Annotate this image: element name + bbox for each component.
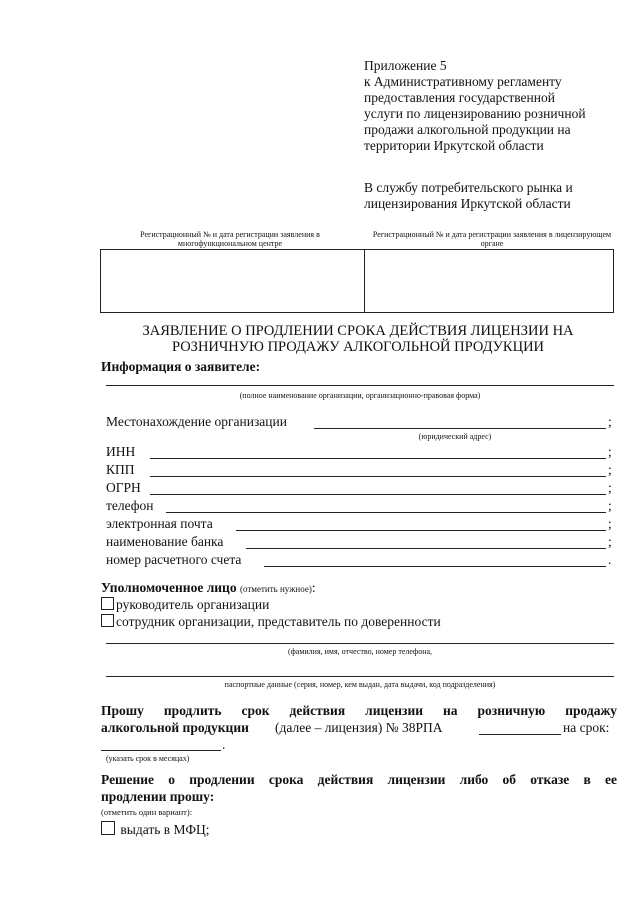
term-end: . xyxy=(222,737,226,752)
email-label: электронная почта xyxy=(106,516,213,531)
email-end: ; xyxy=(608,516,612,531)
kpp-end: ; xyxy=(608,462,612,477)
inn-label: ИНН xyxy=(106,444,136,459)
bank-field[interactable] xyxy=(246,548,606,549)
appendix-line: к Административному регламенту xyxy=(364,74,562,89)
decision-line1: Решение о продлении срока действия лицензии либо об отказе в ее xyxy=(101,772,617,787)
title-line: ЗАЯВЛЕНИЕ О ПРОДЛЕНИИ СРОКА ДЕЙСТВИЯ ЛИЦЕНЗИИ НА xyxy=(142,323,574,339)
appendix-line: услуги по лицензированию розничной xyxy=(364,106,586,121)
checkbox-director[interactable] xyxy=(101,597,114,610)
addressee-block xyxy=(364,180,624,212)
request-text2: (далее – лицензия) № 38РПА xyxy=(275,720,443,735)
account-field[interactable] xyxy=(264,566,606,567)
location-field[interactable] xyxy=(314,428,606,429)
kpp-label: КПП xyxy=(106,462,135,477)
inn-field[interactable] xyxy=(150,458,606,459)
registration-table xyxy=(100,249,614,313)
passport-hint: паспортные данные (серия, номер, кем выдан, дата выдачи, код подразделения) xyxy=(224,680,496,689)
email-field[interactable] xyxy=(236,530,606,531)
option-director-label: руководитель организации xyxy=(116,597,270,612)
location-end: ; xyxy=(608,414,612,429)
option-director[interactable] xyxy=(101,597,269,613)
phone-field[interactable] xyxy=(166,512,606,513)
ogrn-end: ; xyxy=(608,480,612,495)
org-name-hint: (полное наименование организации, организационно-правовая форма) xyxy=(239,391,481,400)
term-hint: (указать срок в месяцах) xyxy=(106,754,190,763)
addressee-line: В службу потребительского рынка и xyxy=(364,180,573,195)
registration-caption-mfc: Регистрационный № и дата регистрации заявления в многофункциональном центре xyxy=(140,230,320,248)
checkbox-employee[interactable] xyxy=(101,614,114,627)
license-number-field[interactable] xyxy=(479,734,561,735)
request-text2-end: на срок: xyxy=(563,720,610,735)
org-name-field[interactable] xyxy=(106,385,614,386)
appendix-block xyxy=(364,58,624,154)
bank-end: ; xyxy=(608,534,612,549)
appendix-line: предоставления государственной xyxy=(364,90,555,105)
representative-name-hint: (фамилия, имя, отчество, номер телефона, xyxy=(287,647,433,656)
option-mfc-label: выдать в МФЦ; xyxy=(120,822,210,837)
authorized-heading xyxy=(101,580,316,597)
appendix-title: Приложение 5 xyxy=(364,58,447,73)
passport-field[interactable] xyxy=(106,676,614,677)
option-mfc[interactable] xyxy=(101,821,210,838)
appendix-line: территории Иркутской области xyxy=(364,138,544,153)
addressee-line: лицензирования Иркутской области xyxy=(364,196,571,211)
request-line1: Прошу продлить срок действия лицензии на розничную продажу xyxy=(101,703,617,718)
location-label: Местонахождение организации xyxy=(106,414,287,429)
phone-end: ; xyxy=(608,498,612,513)
option-employee-label: сотрудник организации, представитель по доверенности xyxy=(116,614,441,629)
document-title xyxy=(100,323,616,355)
request-bold2: алкогольной продукции xyxy=(101,720,249,735)
registration-cell-mfc[interactable] xyxy=(101,250,365,312)
bank-label: наименование банка xyxy=(106,534,224,549)
representative-name-field[interactable] xyxy=(106,643,614,644)
appendix-line: продажи алкогольной продукции на xyxy=(364,122,571,137)
registration-cell-authority[interactable] xyxy=(365,250,613,312)
authorized-heading-colon: : xyxy=(311,580,316,595)
decision-hint: (отметить один вариант): xyxy=(101,807,193,817)
phone-label: телефон xyxy=(106,498,154,513)
title-line: РОЗНИЧНУЮ ПРОДАЖУ АЛКОГОЛЬНОЙ ПРОДУКЦИИ xyxy=(171,339,545,355)
inn-end: ; xyxy=(608,444,612,459)
authorized-heading-text: Уполномоченное лицо xyxy=(101,580,237,595)
registration-caption-authority: Регистрационный № и дата регистрации заявления в лицензирующем органе xyxy=(372,230,612,248)
account-label: номер расчетного счета xyxy=(106,552,242,567)
term-field[interactable] xyxy=(101,750,221,751)
option-employee[interactable] xyxy=(101,614,441,630)
ogrn-field[interactable] xyxy=(150,494,606,495)
account-end: . xyxy=(608,552,612,567)
kpp-field[interactable] xyxy=(150,476,606,477)
authorized-heading-note: (отметить нужное) xyxy=(239,584,312,594)
checkbox-mfc[interactable] xyxy=(101,821,115,835)
applicant-heading: Информация о заявителе: xyxy=(101,359,261,374)
ogrn-label: ОГРН xyxy=(106,480,141,495)
decision-line2: продлении прошу: xyxy=(101,789,215,804)
location-hint: (юридический адрес) xyxy=(418,432,492,441)
